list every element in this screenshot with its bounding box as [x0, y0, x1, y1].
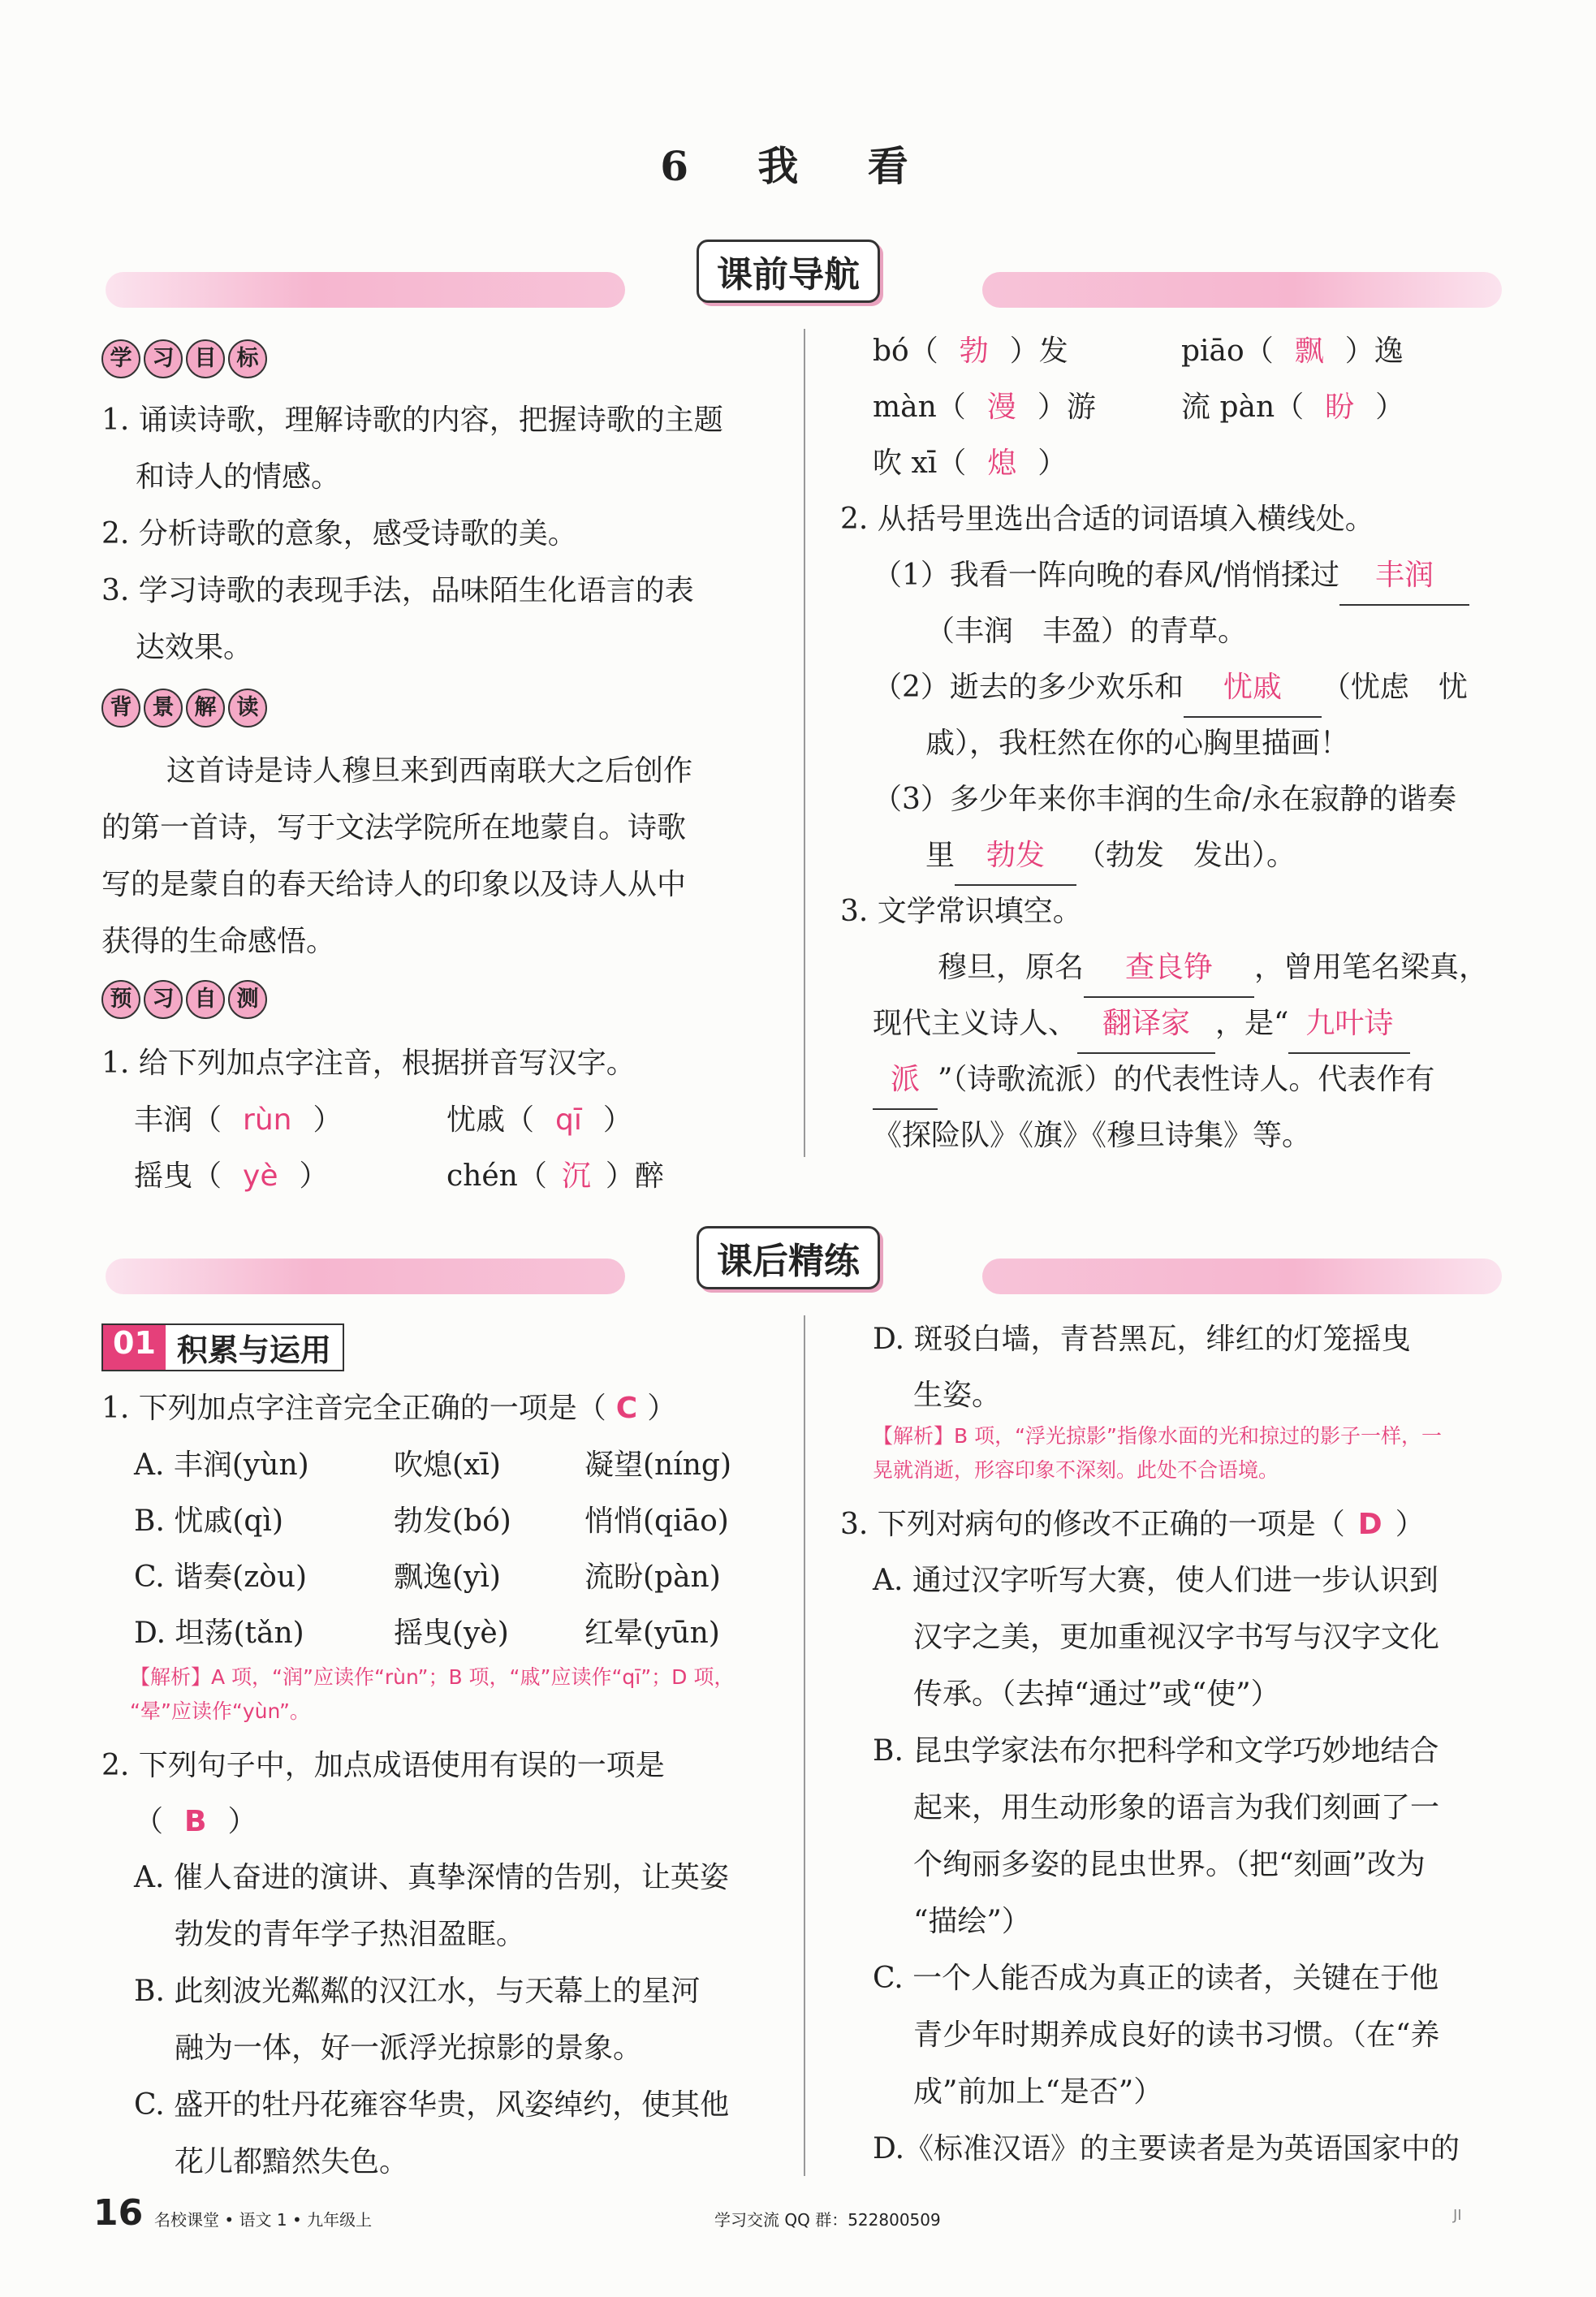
question-2-b-line2: 戚），我枉然在你的心胸里描画！	[925, 727, 1350, 760]
exercise-3-options: A. 通过汉字听写大赛，使人们进一步认识到 汉字之美，更加重视汉字书写与汉字文化 传承。（去掉“通过”或“使”） B. 昆虫学家法布尔把科学和文学巧妙地结合 起来，用生动形象的语言为我们刻画了一 个绚丽多姿的昆虫世界。（把“刻画”改为 “描绘”） C. 一个人能否成为真正的读者，关键在于他 青少年时期养成良好的读书习惯。（在“养 成”前加上“是否”） D.《标准汉语》的主要读者是为英语国家中的	[873, 1564, 1460, 2165]
goals-list: 1. 诵读诗歌，理解诗歌的内容，把握诗歌的主题 和诗人的情感。 2. 分析诗歌的意象，感受诗歌的美。 3. 学习诗歌的表现手法，品味陌生化语言的表 达效果。	[101, 404, 723, 664]
pinyin-item: 吹 xī（ 熄 ）	[873, 447, 1068, 480]
option-b1: B. 忧戚(qì)	[134, 1505, 283, 1538]
option-d3: 红晕(yūn)	[584, 1617, 720, 1650]
question-2-b-line1: （2）逝去的多少欢乐和 忧戚 （忧虑 忧	[873, 659, 1468, 718]
option-b3: 悄悄(qiāo)	[584, 1505, 729, 1538]
option-c3: 流盼(pàn)	[584, 1561, 721, 1594]
part-01-badge: 01 积累与运用	[101, 1323, 344, 1371]
question-3-line3: 派 ”（诗歌流派）的代表性诗人。代表作有	[873, 1051, 1434, 1110]
pinyin-item: 流 pàn（ 盼 ）	[1181, 391, 1405, 424]
pinyin-item: piāo（ 飘 ）逸	[1181, 335, 1404, 368]
option-d2: 摇曳(yè)	[394, 1617, 509, 1650]
column-divider	[804, 1315, 805, 2176]
pinyin-item: màn（ 漫 ）游	[873, 391, 1096, 424]
pinyin-item: bó（ 勃 ）发	[873, 335, 1068, 368]
answer-note: 【解析】B 项，“浮光掠影”指像水面的光和掠过的影子一样，一	[873, 1424, 1443, 1448]
question-2-c-line2: 里 勃发 （勃发 发出）。	[925, 827, 1296, 886]
section-band-left	[106, 1259, 625, 1294]
exercise-2-stem: 2. 下列句子中，加点成语使用有误的一项是	[101, 1749, 665, 1782]
tag-background: 背 景 解 读	[101, 689, 267, 728]
qq-group: 学习交流 QQ 群：522800509	[714, 2210, 941, 2230]
question-3-line4: 《探险队》《旗》《穆旦诗集》等。	[873, 1119, 1312, 1152]
answer-note: 【解析】A 项，“润”应读作“rùn”；B 项，“戚”应读作“qī”；D 项，	[130, 1665, 735, 1689]
tag-preview-test: 预 习 自 测	[101, 980, 267, 1019]
answer-note: “晕”应读作“yùn”。	[130, 1699, 310, 1723]
exercise-1-stem: 1. 下列加点字注音完全正确的一项是（ C ）	[101, 1392, 677, 1425]
option-a1: A. 丰润(yùn)	[134, 1449, 309, 1482]
book-name: 名校课堂 • 语文 1 • 九年级上	[154, 2210, 373, 2230]
page-number: 16	[93, 2192, 144, 2234]
exercise-2-option-d-line1: D. 斑驳白墙，青苔黑瓦，绯红的灯笼摇曳	[873, 1323, 1411, 1356]
question-2-stem: 2. 从括号里选出合适的词语填入横线处。	[840, 503, 1374, 536]
tag-study-goals: 学 习 目 标	[101, 339, 267, 378]
option-a3: 凝望(níng)	[584, 1449, 732, 1482]
option-b2: 勃发(bó)	[394, 1505, 511, 1538]
exercise-2-answer: （ B ）	[134, 1805, 257, 1838]
option-d1: D. 坦荡(tǎn)	[134, 1617, 304, 1650]
pinyin-item: 摇曳（ yè ）	[134, 1159, 329, 1193]
option-a2: 吹熄(xī)	[394, 1449, 501, 1482]
answer-note: 晃就消逝，形容印象不深刻。此处不合语境。	[873, 1458, 1279, 1482]
background-text: 这首诗是诗人穆旦来到西南联大之后创作 的第一首诗，写于文法学院所在地蒙自。诗歌 写的是蒙自的春天给诗人的印象以及诗人从中 获得的生命感悟。	[101, 754, 693, 958]
preview-question-1: 1. 给下列加点字注音，根据拼音写汉字。	[101, 1047, 636, 1080]
pinyin-item: 忧戚（ qī ）	[446, 1103, 632, 1137]
pinyin-item: 丰润（ rùn ）	[134, 1103, 343, 1137]
section-band-right	[982, 1259, 1502, 1294]
question-2-c-line1: （3）多少年来你丰润的生命/永在寂静的谐奏	[873, 783, 1457, 816]
corner-mark: JI	[1453, 2207, 1462, 2224]
question-2-a-line2: （丰润 丰盈）的青草。	[925, 615, 1248, 648]
column-divider	[804, 329, 805, 1157]
section-band-left	[106, 272, 625, 308]
question-3-line2: 现代主义诗人、 翻译家 ，是“ 九叶诗	[873, 995, 1410, 1054]
pinyin-item: chén（ 沉 ）醉	[446, 1159, 664, 1193]
section-band-right	[982, 272, 1502, 308]
option-c2: 飘逸(yì)	[394, 1561, 501, 1594]
exercise-2-options: A. 催人奋进的演讲、真挚深情的告别，让英姿 勃发的青年学子热泪盈眶。 B. 此刻波光粼粼的汉江水，与天幕上的星河 融为一体，好一派浮光掠影的景象。 C. 盛开的牡丹花雍容华贵，风姿绰约，使其他 花儿都黯然失色。	[134, 1861, 730, 2178]
option-c1: C. 谐奏(zòu)	[134, 1561, 308, 1594]
question-3-stem: 3. 文学常识填空。	[840, 895, 1082, 928]
question-3-line1: 穆旦，原名 查良铮 ，曾用笔名梁真，	[938, 939, 1488, 998]
question-2-a-line1: （1）我看一阵向晚的春风/悄悄揉过 丰润	[873, 547, 1469, 606]
section-heading-practice: 课后精练	[697, 1226, 880, 1289]
lesson-title: 6 我 看	[660, 142, 936, 190]
exercise-2-option-d-line2: 生姿。	[913, 1379, 1002, 1412]
exercise-3-stem: 3. 下列对病句的修改不正确的一项是（ D ）	[840, 1508, 1425, 1541]
section-heading-preview: 课前导航	[697, 240, 880, 303]
